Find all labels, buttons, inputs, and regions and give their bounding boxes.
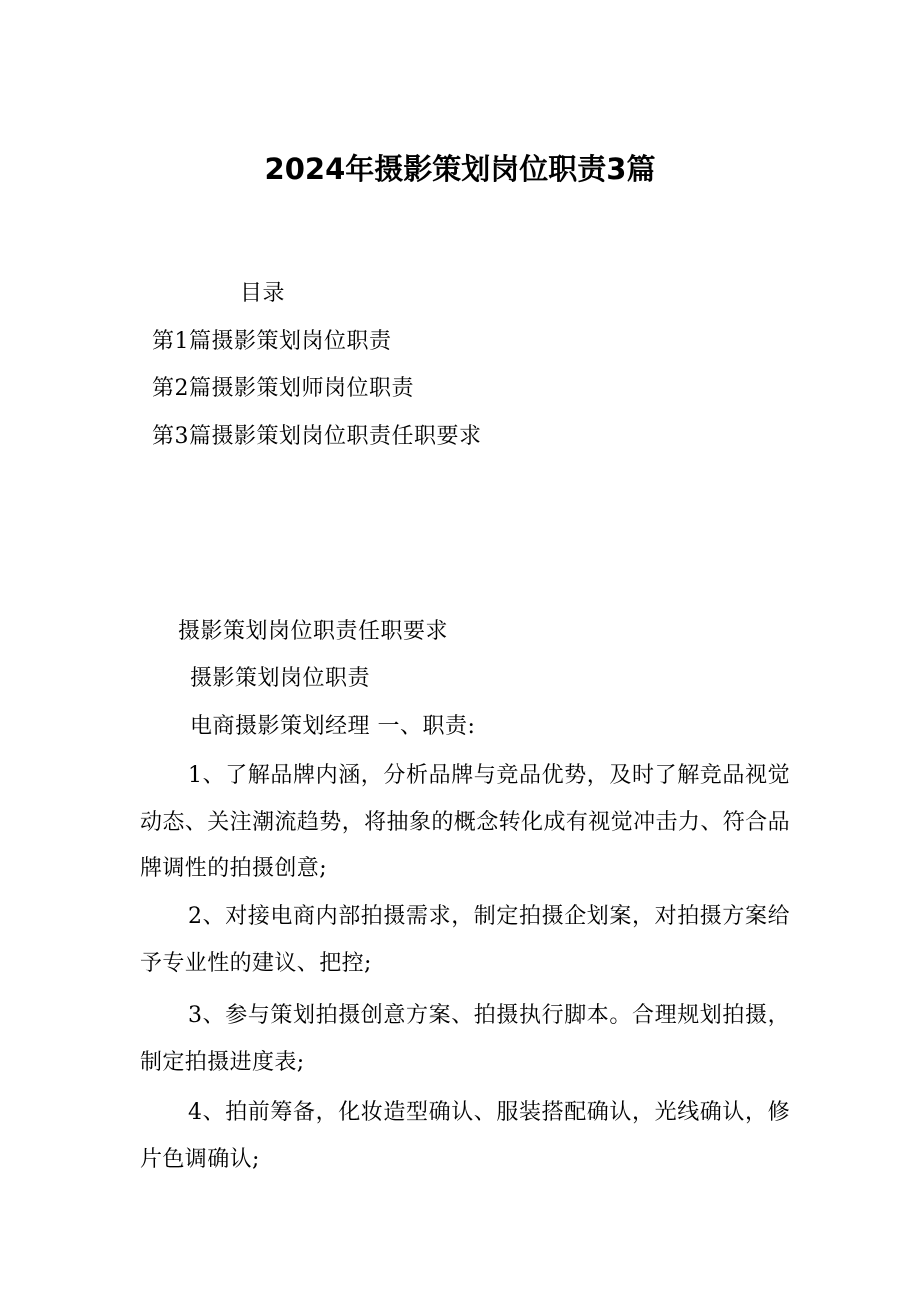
duty-item-4: 4、拍前筹备，化妆造型确认、服装搭配确认，光线确认，修片色调确认; <box>140 1100 790 1172</box>
duty-item-3: 3、参与策划拍摄创意方案、拍摄执行脚本。合理规划拍摄，制定拍摄进度表; <box>140 1003 790 1075</box>
toc-item-3: 第3篇摄影策划岗位职责任职要求 <box>152 424 482 449</box>
duty-item-1: 1、了解品牌内涵，分析品牌与竞品优势，及时了解竞品视觉动态、关注潮流趋势，将抽象的概念转化成有视觉冲击力、符合品牌调性的拍摄创意; <box>140 763 790 881</box>
toc-item-2: 第2篇摄影策划师岗位职责 <box>152 376 414 401</box>
toc-item-1: 第1篇摄影策划岗位职责 <box>152 329 392 354</box>
job-title-line: 电商摄影策划经理 一、职责: <box>190 714 476 739</box>
document-title: 2024年摄影策划岗位职责3篇 <box>264 152 656 186</box>
section-heading: 摄影策划岗位职责 <box>190 666 371 691</box>
toc-heading: 目录 <box>240 281 286 306</box>
duty-item-2: 2、对接电商内部拍摄需求，制定拍摄企划案，对拍摄方案给予专业性的建议、把控; <box>140 904 790 976</box>
section-subtitle: 摄影策划岗位职责任职要求 <box>178 619 449 644</box>
